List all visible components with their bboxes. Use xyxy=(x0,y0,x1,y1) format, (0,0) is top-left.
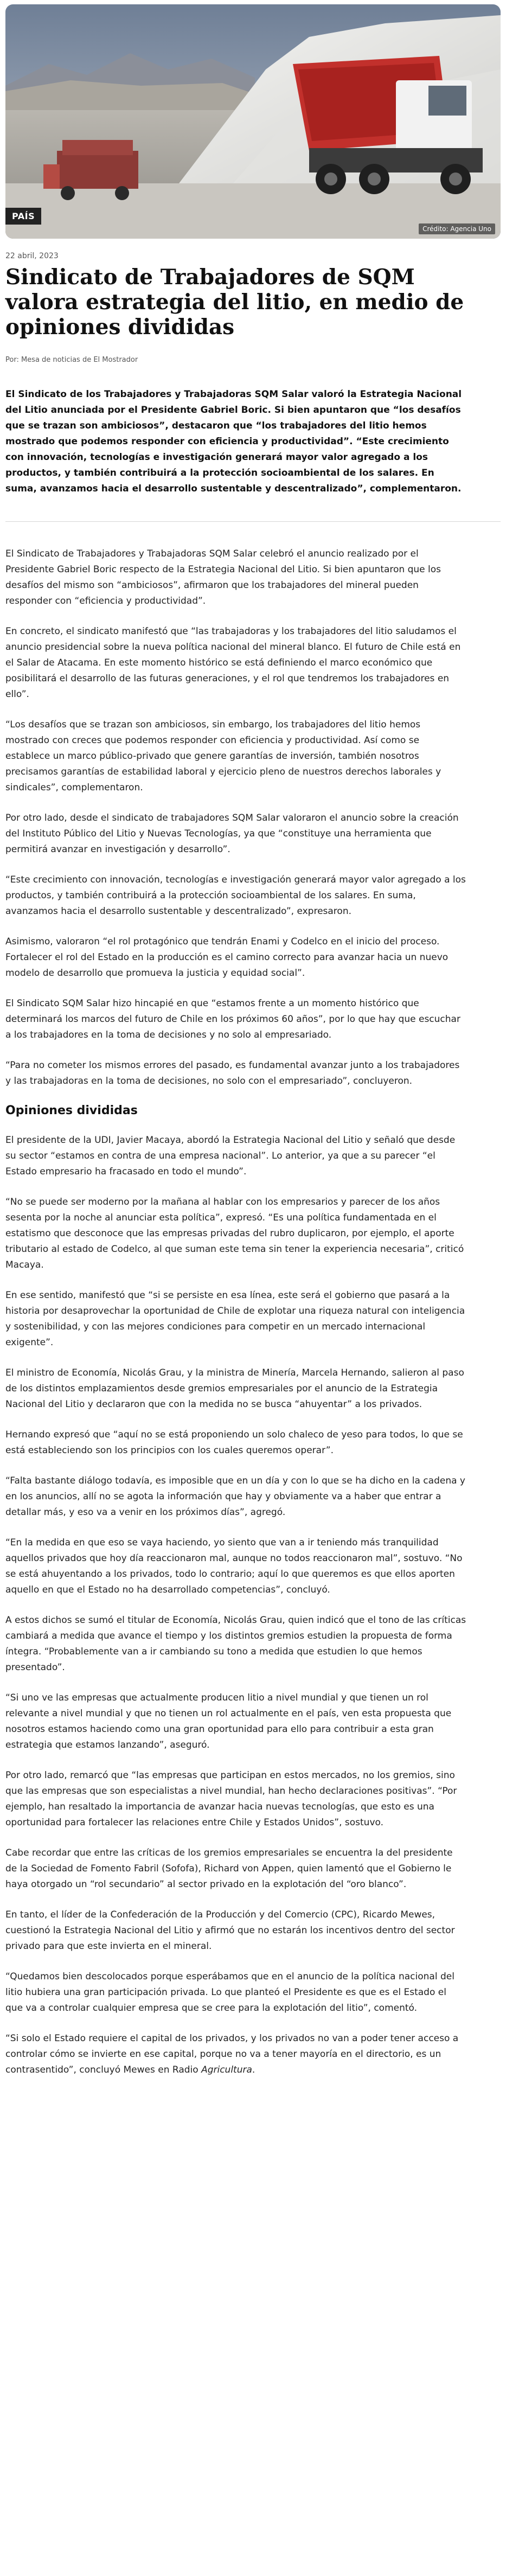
paragraph: En tanto, el líder de la Confederación de la Producción y del Comercio (CPC), Ricardo Mewes, cuestionó la Estrategia Nacional del Litio y afirmó que no estarán los incentivos dentro del sector privado para que este invierta en el mineral. xyxy=(5,1909,455,1952)
section-heading: Opiniones divididas xyxy=(5,1104,138,1117)
paragraph: Cabe recordar que entre las críticas de los gremios empresariales se encuentra la del presidente de la Sociedad de Fomento Fabril (Sofofa), Richard von Appen, quien lamentó que el Gobierno le haya otorgado un “rol secundario” al sector privado en la explotación del “oro blanco”. xyxy=(5,1848,453,1890)
paragraph: En ese sentido, manifestó que “si se persiste en esa línea, este será el gobierno que pasará a la historia por desaprovechar la oportunidad de Chile de explotar una riqueza natural con inteligencia y sostenibilidad, y con las mejores condiciones para competir en un mercado internacional exigente”. xyxy=(5,1290,465,1348)
hero-image xyxy=(5,4,501,239)
paragraph-text: “Si solo el Estado requiere el capital de los privados, y los privados no van a poder tener acceso a controlar cómo se invierte en ese capital, porque no va a tener mayoría en el directorio, es un contrasentido”, concluyó Mewes en Radio xyxy=(5,2033,459,2075)
article xyxy=(0,252,506,2078)
paragraph: Por otro lado, remarcó que “las empresas que participan en estos mercados, no los gremios, sino que las empresas que son especialistas a nivel mundial, han hecho declaraciones positivas”. “Por ejemplo, han resaltado la importancia de avanzar hacia nuevas tecnologías, que esto es una oportunidad para fortalecer las relaciones entre Chile y Estados Unidos”, sostuvo. xyxy=(5,1770,457,1828)
article-body xyxy=(5,546,501,2078)
paragraph: “No se puede ser moderno por la mañana al hablar con los empresarios y parecer de los años sesenta por la noche al anunciar esta política”, expresó. “Es una política fundamentada en el estatismo que desconoce que las empresas privadas del rubro duplicaron, por ejemplo, el aporte tributario al estado de Codelco, al que suman este tema sin tener la experiencia necesaria”, criticó Macaya. xyxy=(5,1197,464,1270)
paragraph: En concreto, el sindicato manifestó que “las trabajadoras y los trabajadores del litio saludamos el anuncio presidencial sobre la nueva política nacional del mineral blanco. El futuro de Chile está en el Salar de Atacama. En este momento histórico se está definiendo el marco económico que posibilitará el desarrollo de las futuras generaciones, y el rol que tendremos los trabajadores en ello”. xyxy=(5,626,461,700)
paragraph: El Sindicato SQM Salar hizo hincapié en que “estamos frente a un momento histórico que determinará los marcos del futuro de Chile en los próximos 60 años”, por lo que hay que escuchar a los trabajadores en la toma de decisiones y no solo al empresariado. xyxy=(5,998,460,1040)
paragraph: “Los desafíos que se trazan son ambiciosos, sin embargo, los trabajadores del litio hemos mostrado con creces que podemos responder con eficiencia y productividad. Así como se establece un marco público-privado que genere garantías de inversión, también nosotros precisamos garantías de estabilidad laboral y ejercicio pleno de nuestros derechos laborales y sindicales”, complementaron. xyxy=(5,719,441,793)
paragraph: A estos dichos se sumó el titular de Economía, Nicolás Grau, quien indicó que el tono de las críticas cambiará a medida que avance el tiempo y los distintos gremios estudien la propuesta de forma íntegra. “Probablemente van a ir cambiando su tono a medida que estudien lo que hemos presentado”. xyxy=(5,1615,466,1673)
paragraph: “Para no cometer los mismos errores del pasado, es fundamental avanzar junto a los trabajadores y las trabajadoras en la toma de decisiones, no solo con el empresariado”, concluyeron. xyxy=(5,1060,460,1086)
section-tag[interactable]: PAÍS xyxy=(5,208,41,225)
paragraph: El presidente de la UDI, Javier Macaya, abordó la Estrategia Nacional del Litio y señaló que desde su sector “estamos en contra de una empresa nacional”. Lo anterior, ya que a su parecer “el Estado empresario ha fracasado en todo el mundo”. xyxy=(5,1135,456,1177)
paragraph: Por otro lado, desde el sindicato de trabajadores SQM Salar valoraron el anuncio sobre la creación del Instituto Público del Litio y Nuevas Tecnologías, ya que “constituye una herramienta que permitirá avanzar en investigación y desarrollo”. xyxy=(5,813,459,855)
divider xyxy=(5,521,501,522)
paragraph-end: . xyxy=(252,2064,255,2075)
photo-credit: Crédito: Agencia Uno xyxy=(419,223,495,234)
paragraph-last xyxy=(5,2031,466,2078)
paragraph: El Sindicato de Trabajadores y Trabajadoras SQM Salar celebró el anuncio realizado por el Presidente Gabriel Boric respecto de la Estrategia Nacional del Litio. Si bien apuntaron que los desafíos del mismo son “ambiciosos”, afirmaron que los trabajadores del mineral pueden responder con “eficiencia y productividad”. xyxy=(5,548,441,606)
article-title: Sindicato de Trabajadores de SQM valora estrategia del litio, en medio de opiniones divididas xyxy=(5,265,464,340)
paragraph: “Falta bastante diálogo todavía, es imposible que en un día y con lo que se ha dicho en la cadena y en los anuncios, allí no se agota la información que hay y obviamente va a haber que entrar a detallar más, y eso va a venir en los próximos días”, agregó. xyxy=(5,1475,465,1518)
paragraph: “Si uno ve las empresas que actualmente producen litio a nivel mundial y que tienen un rol relevante a nivel mundial y que no tienen un rol actualmente en el país, ven esta propuesta que nosotros estamos haciendo como una gran oportunidad para ello para contribuir a esta gran estrategia que estamos lanzando”, aseguró. xyxy=(5,1692,452,1750)
article-byline[interactable]: Por: Mesa de noticias de El Mostrador xyxy=(5,356,138,364)
salt-pile-truck-photo xyxy=(5,4,501,239)
article-lead: El Sindicato de los Trabajadores y Trabajadoras SQM Salar valoró la Estrategia Nacional del Litio anunciada por el Presidente Gabriel Boric. Si bien apuntaron que “los desafíos que se trazan son ambiciosos”, destacaron que “los trabajadores del litio hemos mostrado que podemos responder con eficiencia y productividad”. “Este crecimiento con innovación, tecnologías e investigación generará mayor valor agregado a los productos, y también contribuirá a la protección socioambiental de los salares. En suma, avanzamos hacia el desarrollo sustentable y descentralizado”, complementaron. xyxy=(5,389,462,494)
paragraph: “Quedamos bien descolocados porque esperábamos que en el anuncio de la política nacional del litio hubiera una gran participación privada. Lo que planteó el Presidente es que es el Estado el que va a controlar cualquier empresa que se cree para la explotación del litio”, comentó. xyxy=(5,1971,454,2014)
paragraph: El ministro de Economía, Nicolás Grau, y la ministra de Minería, Marcela Hernando, salieron al paso de los distintos emplazamientos desde gremios empresariales por el anuncio de la Estrategia Nacional del Litio y declararon que con la medida no se busca “ahuyentar” a los privados. xyxy=(5,1367,464,1410)
paragraph: “Este crecimiento con innovación, tecnologías e investigación generará mayor valor agregado a los productos, y también contribuirá a la protección socioambiental de los salares. En suma, avanzamos hacia el desarrollo sustentable y descentralizado”, expresaron. xyxy=(5,874,466,917)
source-name: Agricultura xyxy=(201,2064,252,2075)
paragraph: “En la medida en que eso se vaya haciendo, yo siento que van a ir teniendo más tranquilidad aquellos privados que hoy día reaccionaron mal, aunque no todos reaccionaron mal”, sostuvo. “No se está ahuyentando a los privados, todo lo contrario; aquí lo que queremos es que ellos aporten aquello en que el Estado no ha desarrollado competencias”, concluyó. xyxy=(5,1537,463,1595)
paragraph: Asimismo, valoraron “el rol protagónico que tendrán Enami y Codelco en el inicio del proceso. Fortalecer el rol del Estado en la producción es el camino correcto para avanzar hacia un nuevo modelo de desarrollo que promueva la justicia y equidad social”. xyxy=(5,936,449,979)
paragraph: Hernando expresó que “aquí no se está proponiendo un solo chaleco de yeso para todos, lo que se está estableciendo son los principios con los cuales queremos operar”. xyxy=(5,1429,463,1456)
article-date: 22 abril, 2023 xyxy=(5,252,59,260)
